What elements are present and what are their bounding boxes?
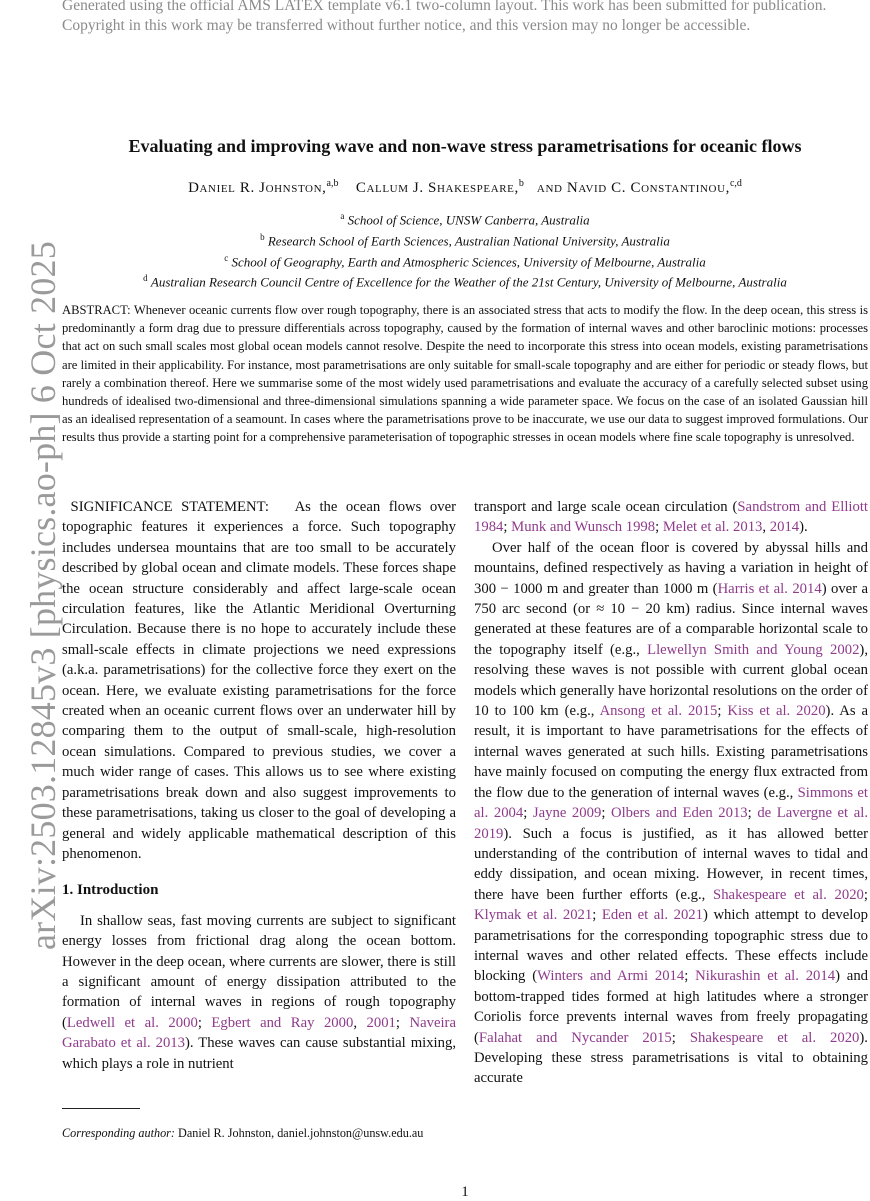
citation-link[interactable]: 2014 xyxy=(769,519,800,536)
citation-link[interactable]: Llewellyn Smith and Young 2002 xyxy=(647,641,860,658)
citation-link[interactable]: Winters and Armi 2014 xyxy=(537,968,685,985)
citation-link[interactable]: Eden et al. 2021 xyxy=(601,907,703,924)
right-column xyxy=(474,497,868,1089)
affiliation-list xyxy=(62,208,868,291)
citation-link[interactable]: Ansong et al. 2015 xyxy=(599,703,718,720)
author-affil-mark: a,b xyxy=(326,178,339,189)
citation-link[interactable]: Harris et al. 2014 xyxy=(717,580,822,597)
author-name: Callum J. Shakespeare, xyxy=(355,180,519,196)
affiliation: $^c$ School of Geography, Earth and Atmospheric Sciences, University of Melbourne, Australia xyxy=(224,252,706,269)
author-list xyxy=(62,178,868,197)
citation-link[interactable]: Shakespeare et al. 2020 xyxy=(689,1029,860,1046)
left-column xyxy=(62,497,456,1074)
author-affil-mark: b xyxy=(518,178,524,189)
citation-link[interactable]: Jayne 2009 xyxy=(532,805,602,822)
citation-link[interactable]: Nikurashin et al. 2014 xyxy=(695,968,836,985)
citation-link[interactable]: de Lavergne et al. 2019 xyxy=(474,805,868,842)
paper-title: Evaluating and improving wave and non-wave stress parametrisations for oceanic flows xyxy=(128,136,802,156)
arxiv-identifier[interactable]: arXiv:2503.12845v3 [physics.ao-ph] 6 Oct 2025 xyxy=(23,241,63,950)
section-heading: 1. Introduction xyxy=(62,882,159,899)
affiliation: $^a$ School of Science, UNSW Canberra, Australia xyxy=(340,211,590,228)
intro-paragraph: In shallow seas, fast moving currents are subject to significant energy losses from frictional drag along the ocean bottom. However in the deep ocean, where currents are slower, there is still a significant amount of energy dissipation attributed to the formation of internal waves in regions of rough topography (Ledwell et al. 2000; Egbert and Ray 2000, 2001; Naveira Garabato et al. 2013). These waves can cause substantial mixing, which plays a role in nutrient xyxy=(62,912,456,1072)
citation-link[interactable]: Munk and Wunsch 1998 xyxy=(511,519,656,536)
publication-notice: Generated using the official AMS LATEX template v6.1 two-column layout. This work has been submitted for publication. Copyright in this work may be transferred without further notice, and this version may no longer be accessible. xyxy=(62,0,827,34)
footnote-divider xyxy=(62,1108,140,1109)
citation-link[interactable]: Olbers and Eden 2013 xyxy=(610,805,748,822)
citation-link[interactable]: Sandstrom and Elliott 1984 xyxy=(474,499,868,536)
citation-link[interactable]: Falahat and Nycander 2015 xyxy=(478,1029,672,1046)
citation-link[interactable]: Kiss et al. 2020 xyxy=(727,703,826,720)
citation-link[interactable]: Egbert and Ray 2000 xyxy=(211,1014,354,1031)
body-paragraph: transport and large scale ocean circulation (Sandstrom and Elliott 1984; Munk and Wunsch 1998; Melet et al. 2013, 2014). xyxy=(474,499,868,536)
footnote-text: Daniel R. Johnston, daniel.johnston@unsw.edu.au xyxy=(174,1126,424,1140)
corresponding-author-footnote xyxy=(62,1125,456,1141)
significance-statement xyxy=(62,497,456,864)
citation-link[interactable]: Klymak et al. 2021 xyxy=(474,907,593,924)
author-name: Daniel R. Johnston, xyxy=(188,180,327,196)
citation-link[interactable]: Naveira Garabato et al. 2013 xyxy=(62,1014,456,1052)
author-name: and Navid C. Constantinou, xyxy=(536,180,730,196)
affiliation: $^d$ Australian Research Council Centre of Excellence for the Weather of the 21st Century, University of Melbourne, Australia xyxy=(143,273,787,290)
body-paragraph: Over half of the ocean floor is covered by abyssal hills and mountains, defined respectively as having a variation in height of 300 − 1000 m and greater than 1000 m (Harris et al. 2014) over a 750 arc second (or ≈ 10 − 20 km) radius. Since internal waves generated at these features are of a comparable horizontal scale to the topography itself (e.g., Llewellyn Smith and Young 2002), resolving these waves is not possible with current global ocean models which generally have horizontal resolutions on the order of 10 to 100 km (e.g., Ansong et al. 2015; Kiss et al. 2020). As a result, it is important to have parametrisations for the effects of internal waves generated at such hills. Existing parametrisations have mainly focused on computing the energy flux extracted from the flow due to the generation of internal waves (e.g., Simmons et al. 2004; Jayne 2009; Olbers and Eden 2013; de Lavergne et al. 2019). Such a focus is justified, as it has allowed better understanding of the contribution of internal waves to tidal and eddy dissipation, and ocean mixing. However, in recent times, there have been further efforts (e.g., Shakespeare et al. 2020; Klymak et al. 2021; Eden et al. 2021) which attempt to develop parametrisations for the corresponding topographic stress due to internal waves and other related effects. These effects include blocking (Winters and Armi 2014; Nikurashin et al. 2014) and bottom-trapped tides formed at high latitudes where a stronger Coriolis force prevents internal waves from freely propagating (Falahat and Nycander 2015; Shakespeare et al. 2020). Developing these stress parametrisations is vital to obtaining accurate xyxy=(474,539,869,1087)
citation-link[interactable]: 2001 xyxy=(366,1014,396,1031)
abstract: ABSTRACT: Whenever oceanic currents flow over rough topography, there is an associated stress that acts to modify the flow. In the deep ocean, this stress is predominantly a form drag due to pressure differentials across topography, caused by the formation of internal waves and other baroclinic motions: processes that act on such small scales most global ocean models cannot resolve. Despite the need to incorporate this stress into ocean models, existing parametrisations are limited in their applicability. For instance, most parametrisations are only suitable for small-scale topography and are either for periodic or steady flows, but rarely a combination thereof. Here we summarise some of the most widely used parametrisations and evaluate the accuracy of a carefully selected subset using hundreds of idealised two-dimensional and three-dimensional simulations spanning a wide parameter space. We focus on the case of an isolated Gaussian hill as an idealised representation of a seamount. In cases where the parametrisations prove to be inaccurate, we use our data to suggest improved formulations. Our results thus provide a starting point for a comprehensive parameterisation of topographic stresses in ocean models where fine scale topography is unresolved. xyxy=(62,303,868,445)
significance-label: SIGNIFICANCE STATEMENT: xyxy=(70,499,269,515)
citation-link[interactable]: Shakespeare et al. 2020 xyxy=(713,886,864,903)
footnote-label: Corresponding author: xyxy=(62,1126,175,1140)
citation-link[interactable]: Melet et al. 2013 xyxy=(662,519,763,536)
significance-text: As the ocean flows over topographic features it experiences a force. Such topography includes undersea mountains that are too small to be accurately described by global ocean and climate models. These forces shape the ocean structure considerably and affect large-scale ocean circulation features, like the Atlantic Meridional Overturning Circulation. Because there is no hope to accurately include these small-scale effects in climate projections we need expressions (a.k.a. parametrisations) for the collective force they exert on the ocean. Here, we evaluate existing parametrisations for the force created when an oceanic current flows over an underwater hill by comparing them to the output of small-scale, high-resolution ocean simulations. Compared to previous studies, we cover a much wider range of cases. This allows us to see where existing parametrisations break down and also suggest improvements to these parametrisations, taking us closer to the goal of developing a general and widely applicable mathematical description of this phenomenon. xyxy=(62,499,456,862)
page-number: 1 xyxy=(461,1184,469,1200)
citation-link[interactable]: Simmons et al. 2004 xyxy=(474,784,868,822)
author-affil-mark: c,d xyxy=(729,178,742,189)
affiliation: $^b$ Research School of Earth Sciences, Australian National University, Australia xyxy=(260,231,670,249)
citation-link[interactable]: Ledwell et al. 2000 xyxy=(66,1014,198,1031)
